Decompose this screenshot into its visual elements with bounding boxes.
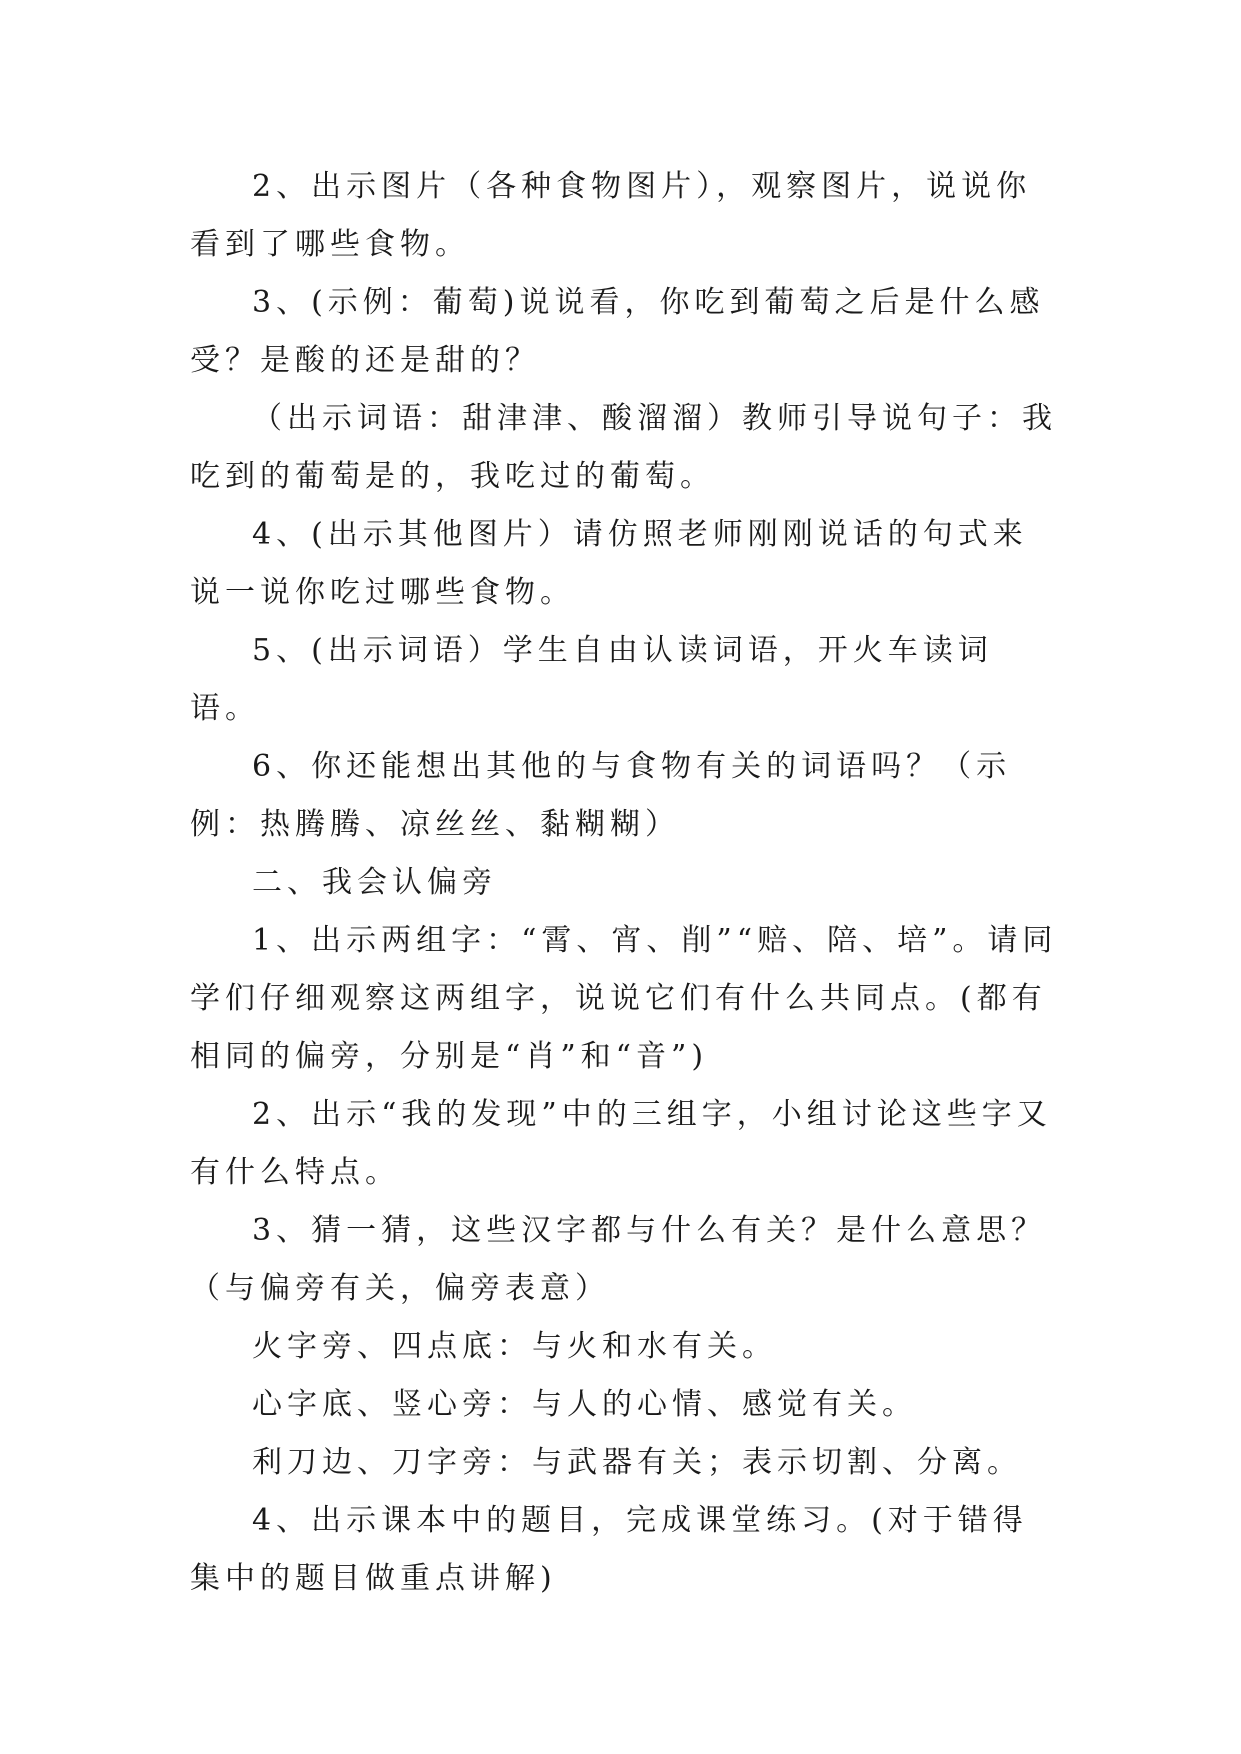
paragraph-step-3-guess: 3、猜一猜，这些汉字都与什么有关？是什么意思？（与偏旁有关，偏旁表意） <box>190 1213 1047 1306</box>
section-heading-radicals: 二、我会认偏旁 <box>252 865 497 900</box>
paragraph-step-4-other-pictures: 4、(出示其他图片）请仿照老师刚刚说话的句式来说一说你吃过哪些食物。 <box>190 517 1028 610</box>
paragraph-step-2-my-discovery: 2、出示“我的发现”中的三组字，小组讨论这些字又有什么特点。 <box>190 1097 1052 1190</box>
paragraph-show-words-sentence: （出示词语：甜津津、酸溜溜）教师引导说句子：我吃到的葡萄是的，我吃过的葡萄。 <box>190 401 1057 494</box>
paragraph-knife-radicals: 利刀边、刀字旁：与武器有关；表示切割、分离。 <box>252 1445 1022 1480</box>
paragraph-heart-radicals: 心字底、竖心旁：与人的心情、感觉有关。 <box>252 1387 917 1422</box>
paragraph-step-5-read-words: 5、(出示词语）学生自由认读词语，开火车读词语。 <box>190 633 993 726</box>
paragraph-step-4-exercises: 4、出示课本中的题目，完成课堂练习。(对于错得集中的题目做重点讲解) <box>190 1503 1028 1596</box>
paragraph-step-1-two-groups: 1、出示两组字：“霄、宵、削”“赔、陪、培”。请同学们仔细观察这两组字，说说它们有什么共同点。(都有相同的偏旁，分别是“肖”和“音”) <box>190 923 1058 1074</box>
paragraph-step-2-show-pictures: 2、出示图片（各种食物图片），观察图片，说说你看到了哪些食物。 <box>190 169 1032 262</box>
paragraph-step-6-more-words: 6、你还能想出其他的与食物有关的词语吗？（示例：热腾腾、凉丝丝、黏糊糊） <box>190 749 1012 842</box>
paragraph-step-3-grape-example: 3、(示例：葡萄)说说看，你吃到葡萄之后是什么感受？是酸的还是甜的？ <box>190 285 1045 378</box>
document-body <box>190 158 1060 1608</box>
paragraph-fire-water-radicals: 火字旁、四点底：与火和水有关。 <box>252 1329 777 1364</box>
